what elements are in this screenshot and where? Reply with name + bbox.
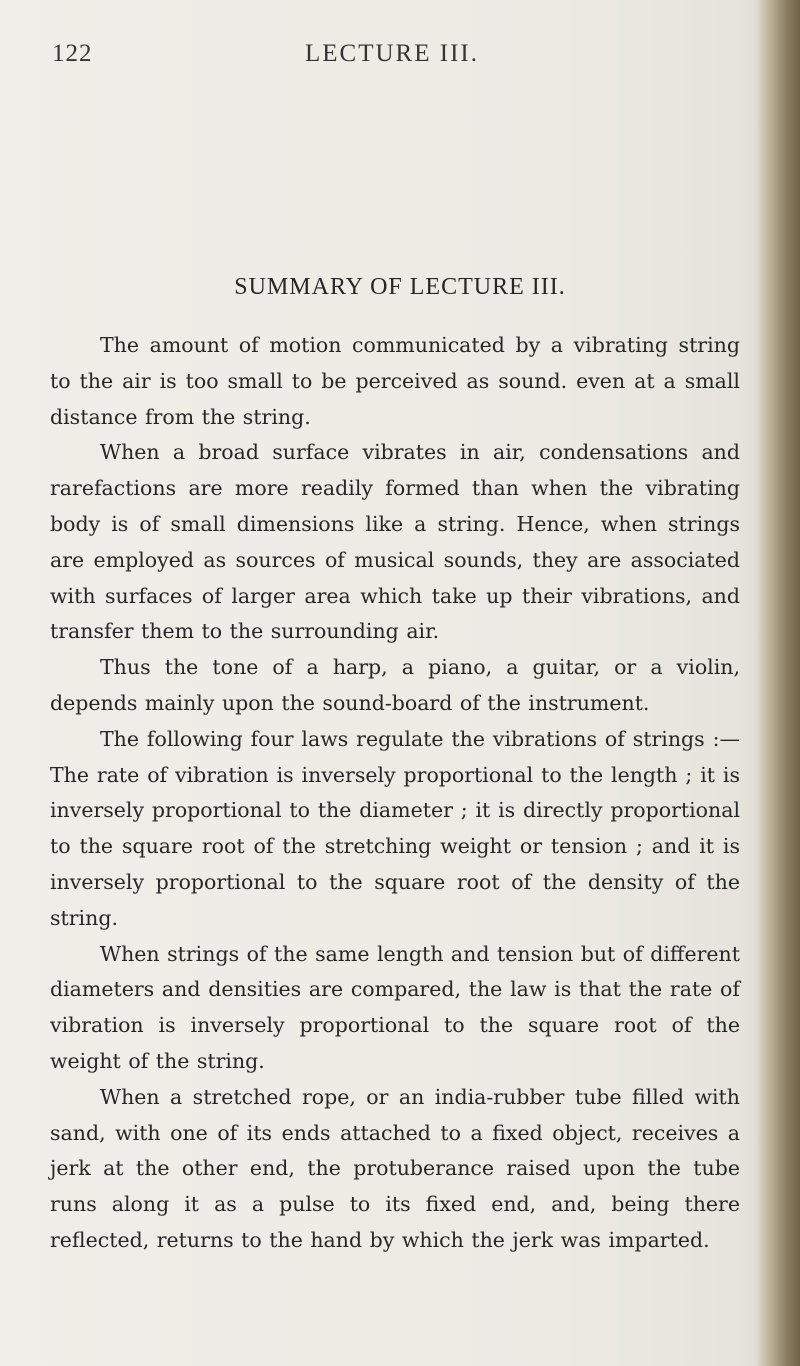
paragraph: When a stretched rope, or an india-rubber tube filled with sand, with one of its ends attached to a fixed object, receives a jerk at the other end, the protuberance raised upon the tube runs along it as a pulse to its fixed end, and, being there reflected, returns to the hand by which the jerk was imparted. bbox=[50, 1084, 740, 1252]
body-text bbox=[50, 328, 740, 1259]
running-title: LECTURE III. bbox=[305, 40, 479, 67]
paragraph: When strings of the same length and tension but of different diameters and densities are compared, the law is that the rate of vibration is inversely proportional to the square root of the weight of the string. bbox=[50, 941, 740, 1073]
running-head bbox=[52, 40, 732, 76]
paragraph: Thus the tone of a harp, a piano, a guitar, or a violin, depends mainly upon the sound-board of the instrument. bbox=[50, 655, 740, 715]
paragraph: The following four laws regulate the vibrations of strings :— The rate of vibration is inversely proportional to the length ; it is inversely proportional to the diameter ; it is directly proportional to the square root of the stretching weight or tension ; and it is inversely proportional to the square root of the density of the string. bbox=[50, 726, 740, 930]
paragraph: When a broad surface vibrates in air, condensations and rarefactions are more readily formed than when the vibrating body is of small dimensions like a string. Hence, when strings are employed as sources of musical sounds, they are associated with surfaces of larger area which take up their vibrations, and transfer them to the surrounding air. bbox=[50, 440, 740, 644]
paragraph: The amount of motion communicated by a vibrating string to the air is too small to be perceived as sound. even at a small distance from the string. bbox=[50, 333, 740, 429]
page-edge bbox=[756, 0, 800, 1366]
page-number: 122 bbox=[52, 40, 93, 67]
summary-title: SUMMARY OF LECTURE III. bbox=[234, 274, 566, 300]
